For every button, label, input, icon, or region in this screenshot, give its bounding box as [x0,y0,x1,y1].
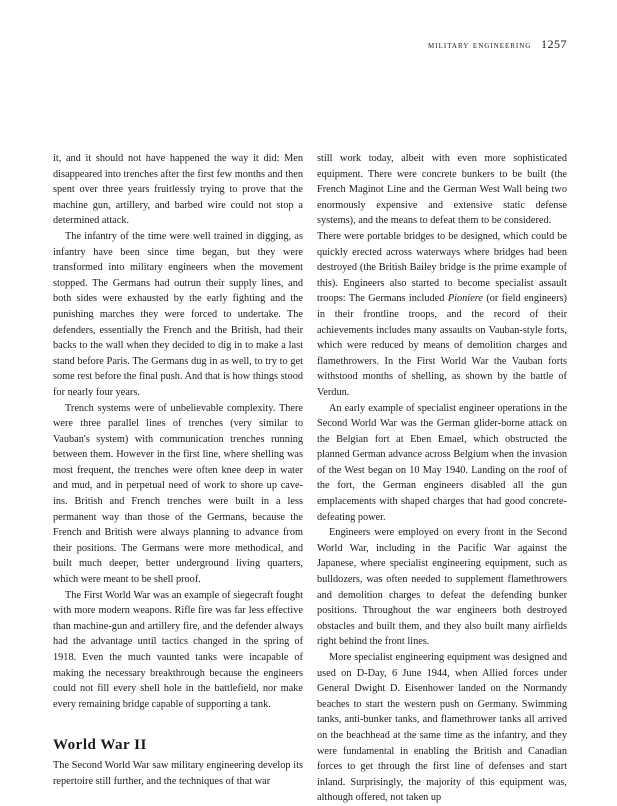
running-head [428,37,567,52]
paragraph: Engineers were employed on every front in the Second World War, including in the Pacific War against the Japanese, where specialist engineering equipment, such as bulldozers, was often needed to supplement flamethrowers and demolition charges to defeat the defending bunker positions. Throughout the war engineers both destroyed obstacles and built them, and they also built many airfields right behind the front lines. [317,527,567,648]
paragraph: More specialist engineering equipment was designed and used on D-Day, 6 June 1944, when Allied forces under General Dwight D. Eisenhower landed on the Normandy beaches to start the western push on Germany. Swimming tanks, anti-bunker tanks, and flamethrower tanks all arrived on the beachhead at the same time as the infantry, and they were fundamental in enabling the British and Canadian forces to get through the first line of defenses and start inland. Surprisingly, the majority of this equipment was, although offered, not taken up [317,652,567,804]
paragraph: Trench systems were of unbelievable complexity. There were three parallel lines of trenches (very similar to Vauban's system) with communication trenches running between them. However in the first line, where shelling was most frequent, the trenches were often knee deep in water and mud, and in perpetual need of work to shore up cave-ins. British and French trenches were built in a less permanent way than those of the Germans, because the French and British were always planning to advance from their positions. The Germans were more methodical, and built much deeper, better underground living quarters, which were meant to be shell proof. [53,402,303,586]
running-head-title: military engineering [428,40,532,51]
page-number: 1257 [541,37,567,51]
paragraph: An early example of specialist engineer operations in the Second World War was the German glider-borne attack on the Belgian fort at Eben Emael, which obstructed the planned German advance across Belgium when the invasion of the West began on 10 May 1940. Landing on the roof of the fort, the German engineers disabled all the gun emplacements with shaped charges that had good concrete-defeating power. [317,402,567,523]
left-column [53,151,303,789]
paragraph: The Second World War saw military engineering develop its repertoire still further, and the techniques of that war [53,759,303,787]
paragraph-text: There were portable bridges to be designed, which could be quickly erected across waterways where bridges had been destroyed (the British Bailey bridge is the prime example of this). Engineers also started to become specialist assault troops: The Germans included [317,230,567,305]
italic-term: Pioniere [447,293,483,305]
paragraph: still work today, albeit with even more sophisticated equipment. There were concrete bunkers to be built (the French Maginot Line and the German West Wall being two enormously expensive and extensive static defense systems), and the means to defeat them to be considered. [317,153,567,227]
paragraph: it, and it should not have happened the way it did: Men disappeared into trenches after the first few months and then spent over three years fruitlessly trying to prove that the machine gun, artillery, and barbed wire could not stop a determined attack. [53,153,303,227]
right-column [317,151,567,806]
paragraph: The infantry of the time were well trained in digging, as infantry have been since time began, but they were transformed into military engineers when the movement stopped. The Germans had outrun their supply lines, and both sides were exhausted by the early fighting and the punishing marches they were forced to undertake. The defenders, essentially the French and the British, had their backs to the wall when they decided to dig in to make a last stand before Paris. The Germans dug in as well, to try to get some rest before the final push. And that is how things stood for nearly four years. [53,230,303,398]
paragraph: The First World War was an example of siegecraft fought with more modern weapons. Rifle fire was far less effective than machine-gun and artillery fire, and the defender always had the advantage until tactics changed in the spring of 1918. Even the much vaunted tanks were incapable of making the necessary breakthrough because the engineers could not fill every shell hole in the battlefield, nor make every remaining bridge capable of supporting a tank. [53,589,303,710]
section-heading: World War II [53,737,147,754]
paragraph [317,229,567,401]
paragraph-text: (or field engineers) in their frontline troops, and the record of their achievements includes many assaults on Vauban-style forts, which were reduced by means of demolition charges and flamethrowers. In the First World War the Vauban forts withstood months of shelling, as shown by the battle of Verdun. [317,293,567,398]
